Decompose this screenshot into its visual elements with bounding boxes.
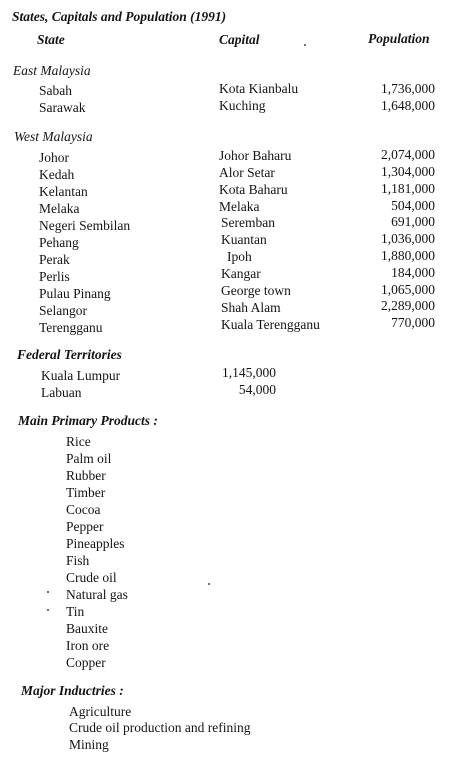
document-title: States, Capitals and Population (1991) — [12, 9, 227, 24]
list-item: Agriculture — [69, 704, 132, 719]
section-heading-west-malaysia: West Malaysia — [14, 129, 93, 144]
list-item: Crude oil — [66, 570, 117, 585]
population-value: 1,880,000 — [381, 248, 435, 263]
list-item: Bauxite — [66, 621, 108, 636]
population-value: 1,145,000 — [222, 365, 276, 380]
population-value: 691,000 — [391, 214, 435, 229]
population-value: 1,036,000 — [381, 231, 435, 246]
capital-name: Kuala Terengganu — [221, 317, 320, 332]
list-item: Palm oil — [66, 451, 112, 466]
list-item: Tin — [66, 604, 85, 619]
population-value: 1,736,000 — [381, 81, 435, 96]
capital-name: Seremban — [221, 215, 275, 230]
state-name: Johor — [39, 150, 69, 165]
capital-name: Johor Baharu — [219, 148, 292, 163]
section-heading-major-industries: Major Inductries : — [21, 683, 124, 698]
territory-name: Labuan — [41, 385, 82, 400]
state-name: Pulau Pinang — [39, 286, 111, 301]
capital-name: Kuantan — [221, 232, 267, 247]
state-name: Kelantan — [39, 184, 88, 199]
list-item: Crude oil production and refining — [69, 720, 251, 735]
list-item: Timber — [66, 485, 106, 500]
section-heading-primary-products: Main Primary Products : — [18, 413, 158, 428]
state-name: Terengganu — [39, 320, 103, 335]
scan-speck — [47, 591, 49, 593]
list-item: Pineapples — [66, 536, 125, 551]
scan-speck — [208, 583, 210, 585]
column-header-state: State — [37, 32, 65, 47]
population-value: 1,304,000 — [381, 164, 435, 179]
population-value: 2,289,000 — [381, 298, 435, 313]
section-heading-federal-territories: Federal Territories — [17, 347, 122, 362]
population-value: 2,074,000 — [381, 147, 435, 162]
list-item: Rubber — [66, 468, 106, 483]
column-header-capital: Capital — [219, 32, 260, 47]
population-value: 54,000 — [238, 382, 276, 397]
scan-speck — [304, 44, 306, 46]
capital-name: Kangar — [221, 266, 261, 281]
capital-name: Alor Setar — [219, 165, 275, 180]
state-name: Perlis — [39, 269, 70, 284]
capital-name: Ipoh — [227, 249, 252, 264]
population-value: 184,000 — [391, 265, 435, 280]
list-item: Natural gas — [66, 587, 128, 602]
state-name: Selangor — [39, 303, 87, 318]
capital-name: Kuching — [219, 98, 266, 113]
list-item: Cocoa — [66, 502, 101, 517]
list-item: Iron ore — [66, 638, 110, 653]
list-item: Copper — [66, 655, 106, 670]
state-name: Negeri Sembilan — [39, 218, 131, 233]
column-header-population: Population — [368, 31, 430, 46]
list-item: Mining — [69, 737, 109, 752]
territory-name: Kuala Lumpur — [41, 368, 121, 383]
state-name: Kedah — [39, 167, 75, 182]
capital-name: George town — [221, 283, 291, 298]
capital-name: Shah Alam — [221, 300, 281, 315]
population-value: 1,648,000 — [381, 98, 435, 113]
population-value: 770,000 — [391, 315, 435, 330]
list-item: Pepper — [66, 519, 104, 534]
state-name: Pehang — [39, 235, 79, 250]
state-name: Sabah — [39, 83, 72, 98]
state-name: Sarawak — [39, 100, 86, 115]
list-item: Fish — [66, 553, 90, 568]
population-value: 504,000 — [391, 198, 435, 213]
capital-name: Kota Kianbalu — [219, 81, 299, 96]
capital-name: Kota Baharu — [219, 182, 288, 197]
population-value: 1,065,000 — [381, 282, 435, 297]
list-item: Rice — [66, 434, 91, 449]
population-value: 1,181,000 — [381, 181, 435, 196]
state-name: Perak — [39, 252, 70, 267]
section-heading-east-malaysia: East Malaysia — [13, 63, 91, 78]
state-name: Melaka — [39, 201, 80, 216]
capital-name: Melaka — [219, 199, 260, 214]
scan-speck — [47, 609, 49, 611]
